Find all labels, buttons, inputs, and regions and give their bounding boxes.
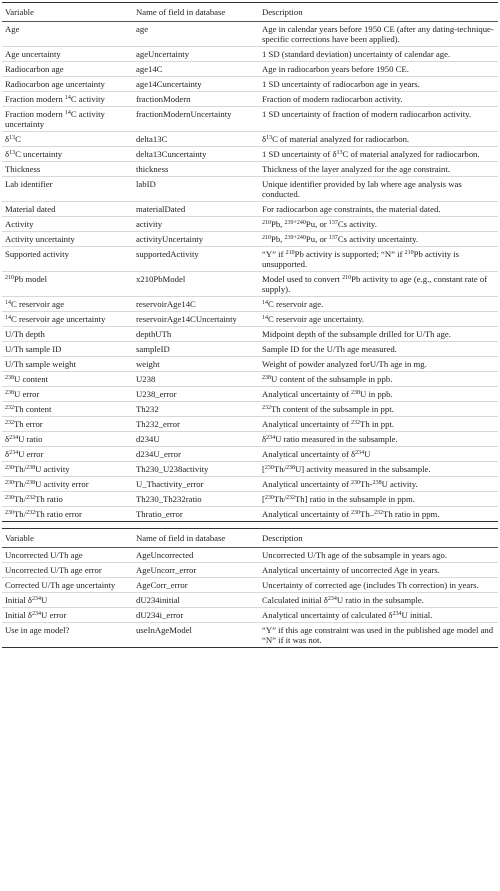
table-row <box>2 447 498 462</box>
variable-cell: Thickness <box>2 162 133 177</box>
variable-cell: $^{238}$U error <box>2 387 133 402</box>
header-field-name: Name of field in database <box>133 3 259 22</box>
table-row <box>2 92 498 107</box>
table-row <box>2 492 498 507</box>
description-cell: $\delta^{234}U$ ratio measured in the subsample. <box>259 432 498 447</box>
table-header-row <box>2 529 498 548</box>
field-name-cell: d234U_error <box>133 447 259 462</box>
variable-cell: U/Th depth <box>2 327 133 342</box>
field-name-cell: U238 <box>133 372 259 387</box>
table-row <box>2 62 498 77</box>
table-row <box>2 548 498 563</box>
variable-cell: $\delta^{13}C$ uncertainty <box>2 147 133 162</box>
field-name-cell: U_Thactivity_error <box>133 477 259 492</box>
header-description: Description <box>259 529 498 548</box>
field-name-cell: sampleID <box>133 342 259 357</box>
table-row <box>2 387 498 402</box>
table-row <box>2 623 498 648</box>
variable-cell: $\delta^{234}U$ error <box>2 447 133 462</box>
description-cell: Model used to convert $^{210}$Pb activity to age (e.g., constant rate of supply). <box>259 272 498 297</box>
field-name-cell: useInAgeModel <box>133 623 259 648</box>
description-cell: Thickness of the layer analyzed for the age constraint. <box>259 162 498 177</box>
variable-cell: $^{232}$Th error <box>2 417 133 432</box>
description-cell: $^{14}$C reservoir age uncertainty. <box>259 312 498 327</box>
description-cell: $^{210}$Pb, $^{239+240}$Pu, or $^{137}$Cs activity uncertainty. <box>259 232 498 247</box>
field-name-cell: thickness <box>133 162 259 177</box>
field-name-cell: activityUncertainty <box>133 232 259 247</box>
table-row <box>2 372 498 387</box>
description-cell: Fraction of modern radiocarbon activity. <box>259 92 498 107</box>
variable-cell: Fraction modern $^{14}$C activity uncertainty <box>2 107 133 132</box>
table-row <box>2 162 498 177</box>
field-name-cell: AgeUncorrected <box>136 550 194 560</box>
field-name-cell: activity <box>133 217 259 232</box>
description-cell: Age in radiocarbon years before 1950 CE. <box>259 62 498 77</box>
table-row <box>2 462 498 477</box>
description-cell: Calculated initial $\delta^{234}U$ ratio in the subsample. <box>259 593 498 608</box>
variable-cell: Radiocarbon age <box>2 62 133 77</box>
table-row <box>2 578 498 593</box>
table-row <box>2 217 498 232</box>
description-cell: Midpoint depth of the subsample drilled for U/Th age. <box>259 327 498 342</box>
variable-cell: Fraction modern $^{14}$C activity <box>2 92 133 107</box>
description-cell: “Y” if this age constraint was used in the published age model and “N” if it was not. <box>259 623 498 648</box>
variable-cell: Supported activity <box>2 247 133 272</box>
field-name-cell: delta13C <box>133 132 259 147</box>
field-name-cell: depthUTh <box>133 327 259 342</box>
variables-document <box>2 0 498 648</box>
table-divider <box>2 521 498 528</box>
variable-cell: $^{14}$C reservoir age uncertainty <box>2 312 133 327</box>
description-cell: “Y” if $^{210}$Pb activity is supported; “N” if $^{210}$Pb activity is unsupported. <box>259 247 498 272</box>
table-row <box>2 247 498 272</box>
variable-cell: $^{14}$C reservoir age <box>2 297 133 312</box>
variable-cell: $^{238}$U content <box>2 372 133 387</box>
table-row <box>2 47 498 62</box>
field-name-cell: reservoirAge14C <box>133 297 259 312</box>
table-header-row <box>2 3 498 22</box>
description-cell: $^{238}$U content of the subsample in ppb. <box>259 372 498 387</box>
description-cell: Uncorrected U/Th age of the subsample in years ago. <box>262 550 448 560</box>
description-cell: 1 SD (standard deviation) uncertainty of calendar age. <box>259 47 498 62</box>
variable-cell: $\delta^{234}U$ ratio <box>2 432 133 447</box>
description-cell: Unique identifier provided by lab where age analysis was conducted. <box>259 177 498 202</box>
variable-cell: $^{232}$Th content <box>2 402 133 417</box>
field-name-cell: fractionModernUncertainty <box>133 107 259 132</box>
field-name-cell: labID <box>133 177 259 202</box>
table-row <box>2 432 498 447</box>
description-cell: $^{14}$C reservoir age. <box>259 297 498 312</box>
description-cell: Uncertainty of corrected age (includes Th correction) in years. <box>259 578 498 593</box>
description-cell: $^{232}$Th content of the subsample in ppt. <box>259 402 498 417</box>
table-row <box>2 77 498 92</box>
field-name-cell: U238_error <box>133 387 259 402</box>
variable-cell: $^{230}$Th/$^{238}$U activity error <box>2 477 133 492</box>
variable-cell: $\delta^{13}C$ <box>2 132 133 147</box>
table-row <box>2 297 498 312</box>
field-name-cell: Th232 <box>133 402 259 417</box>
field-name-cell: dU234initial <box>133 593 259 608</box>
variable-cell: U/Th sample ID <box>2 342 133 357</box>
variable-cell: Activity uncertainty <box>2 232 133 247</box>
field-name-cell: weight <box>133 357 259 372</box>
variable-cell: Initial $\delta^{234}U$ <box>2 593 133 608</box>
variable-cell: $^{210}$Pb model <box>2 272 133 297</box>
field-name-cell: Th232_error <box>133 417 259 432</box>
table-row <box>2 312 498 327</box>
description-cell: $\delta^{13}C$ of material analyzed for radiocarbon. <box>259 132 498 147</box>
description-cell: [$^{230}$Th/$^{232}$Th] ratio in the subsample in ppm. <box>259 492 498 507</box>
field-name-cell: AgeCorr_error <box>133 578 259 593</box>
table-row <box>2 357 498 372</box>
table-row <box>2 417 498 432</box>
description-cell: Analytical uncertainty of $^{230}$Th–$^{232}$Th ratio in ppm. <box>259 507 498 522</box>
description-cell: Analytical uncertainty of uncorrected Age in years. <box>259 563 498 578</box>
table-row <box>2 563 498 578</box>
table-row <box>2 147 498 162</box>
variable-cell: Uncorrected U/Th age error <box>2 563 133 578</box>
description-cell: $^{210}$Pb, $^{239+240}$Pu, or $^{137}$Cs activity. <box>259 217 498 232</box>
field-name-cell: Thratio_error <box>133 507 259 522</box>
variable-cell: Age uncertainty <box>2 47 133 62</box>
description-cell: Analytical uncertainty of calculated $\delta^{234}U$ initial. <box>259 608 498 623</box>
header-variable: Variable <box>2 529 133 548</box>
table-row <box>2 107 498 132</box>
table-body-part-1 <box>2 22 498 522</box>
variable-cell: $^{230}$Th/$^{232}$Th ratio <box>2 492 133 507</box>
description-cell: Analytical uncertainty of $\delta^{234}U$ <box>259 447 498 462</box>
header-field-name: Name of field in database <box>133 529 259 548</box>
variables-table-part-2 <box>2 528 498 648</box>
table-row <box>2 202 498 217</box>
variable-cell: Age <box>5 24 20 34</box>
table-row <box>2 507 498 522</box>
description-cell: Analytical uncertainty of $^{232}$Th in ppt. <box>259 417 498 432</box>
table-row <box>2 22 498 47</box>
table-row <box>2 232 498 247</box>
field-name-cell: ageUncertainty <box>133 47 259 62</box>
field-name-cell: age14C <box>133 62 259 77</box>
field-name-cell: Th230_Th232ratio <box>133 492 259 507</box>
description-cell: 1 SD uncertainty of radiocarbon age in years. <box>259 77 498 92</box>
field-name-cell: age14Cuncertainty <box>133 77 259 92</box>
field-name-cell: reservoirAge14CUncertainty <box>133 312 259 327</box>
variable-cell: U/Th sample weight <box>2 357 133 372</box>
field-name-cell: age <box>136 24 149 34</box>
field-name-cell: x210PbModel <box>133 272 259 297</box>
description-cell: 1 SD uncertainty of $\delta^{13}C$ of material analyzed for radiocarbon. <box>259 147 498 162</box>
table-row <box>2 177 498 202</box>
field-name-cell: materialDated <box>133 202 259 217</box>
variable-cell: Material dated <box>2 202 133 217</box>
field-name-cell: d234U <box>133 432 259 447</box>
variable-cell: Initial $\delta^{234}U$ error <box>2 608 133 623</box>
table-row <box>2 593 498 608</box>
description-cell: Sample ID for the U/Th age measured. <box>259 342 498 357</box>
variable-cell: Uncorrected U/Th age <box>5 550 83 560</box>
table-row <box>2 342 498 357</box>
variable-cell: $^{230}$Th/$^{232}$Th ratio error <box>2 507 133 522</box>
variable-cell: Activity <box>2 217 133 232</box>
field-name-cell: delta13Cuncertainty <box>133 147 259 162</box>
variable-cell: $^{230}$Th/$^{238}$U activity <box>2 462 133 477</box>
field-name-cell: supportedActivity <box>133 247 259 272</box>
field-name-cell: Th230_U238activity <box>133 462 259 477</box>
variable-cell: Use in age model? <box>2 623 133 648</box>
field-name-cell: AgeUncorr_error <box>133 563 259 578</box>
table-row <box>2 132 498 147</box>
header-description: Description <box>259 3 498 22</box>
variables-table-part-1 <box>2 2 498 521</box>
description-cell: Weight of powder analyzed forU/Th age in mg. <box>259 357 498 372</box>
header-variable: Variable <box>2 3 133 22</box>
field-name-cell: fractionModern <box>133 92 259 107</box>
table-body-part-2 <box>2 548 498 648</box>
table-row <box>2 477 498 492</box>
table-row <box>2 402 498 417</box>
field-name-cell: dU234i_error <box>133 608 259 623</box>
description-cell: Age in calendar years before 1950 CE (after any dating-technique-specific corrections have been applied). <box>262 24 494 44</box>
table-row <box>2 327 498 342</box>
variable-cell: Corrected U/Th age uncertainty <box>2 578 133 593</box>
variable-cell: Radiocarbon age uncertainty <box>2 77 133 92</box>
variable-cell: Lab identifier <box>2 177 133 202</box>
description-cell: Analytical uncertainty of $^{238}$U in ppb. <box>259 387 498 402</box>
description-cell: Analytical uncertainty of $^{230}$Th-$^{238}$U activity. <box>259 477 498 492</box>
description-cell: For radiocarbon age constraints, the material dated. <box>259 202 498 217</box>
table-row <box>2 608 498 623</box>
table-row <box>2 272 498 297</box>
description-cell: 1 SD uncertainty of fraction of modern radiocarbon activity. <box>259 107 498 132</box>
description-cell: [$^{230}$Th/$^{238}$U] activity measured in the subsample. <box>259 462 498 477</box>
